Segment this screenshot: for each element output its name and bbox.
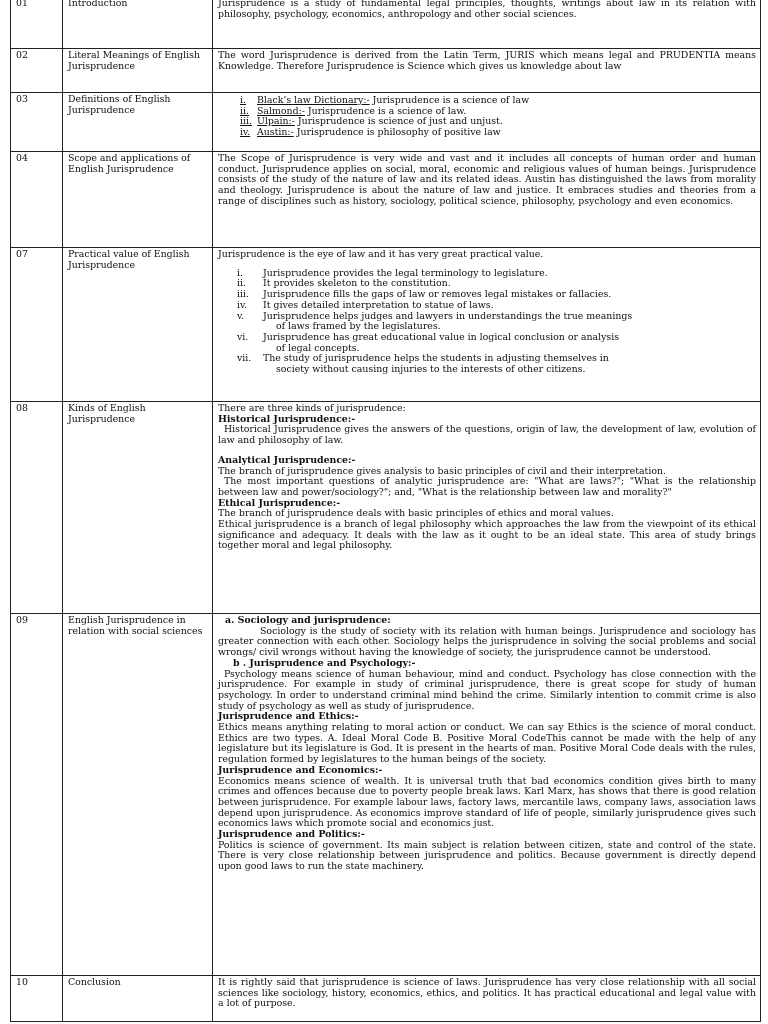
- definition-source: Austin:-: [256, 127, 294, 139]
- list-item-text: It gives detailed interpretation to statue of laws.: [263, 299, 494, 311]
- section-heading: Jurisprudence and Ethics:-: [218, 711, 359, 723]
- table-row: [11, 0, 761, 49]
- list-item-text: It provides skeleton to the constitution.: [263, 278, 451, 290]
- list-numeral: iii.: [237, 289, 249, 301]
- section-heading: b . Jurisprudence and Psychology:-: [233, 657, 416, 669]
- row-content: It is rightly said that jurisprudence is science of laws. Jurisprudence has very close relationship with all social sciences like sociology, history, economics, ethics, and politics. It has practical educational and legal value with a lot of purpose.: [213, 976, 761, 1022]
- row-number: 01: [11, 0, 63, 49]
- list-item: [218, 354, 756, 375]
- table-row: [11, 402, 761, 614]
- table-row: [11, 614, 761, 976]
- row-number: 09: [11, 614, 63, 976]
- list-numeral: iii.: [240, 116, 252, 128]
- row-topic: Introduction: [63, 0, 213, 49]
- row-topic: Practical value of English Jurisprudence: [63, 248, 213, 402]
- list-numeral: i.: [237, 267, 243, 279]
- definition-text: Jurisprudence is science of just and unjust.: [294, 116, 503, 128]
- list-numeral: ii.: [240, 105, 249, 117]
- row-topic: Scope and applications of English Jurisprudence: [63, 152, 213, 248]
- list-item-continuation: society without causing injuries to the interests of other citizens.: [276, 364, 586, 376]
- row-content: Jurisprudence is a study of fundamental legal principles, thoughts, writings about law in its relation with philosophy, psychology, economics, anthropology and other social sciences.: [213, 0, 761, 49]
- definitions-list: [240, 96, 756, 139]
- definition-source: Ulpain:-: [256, 116, 295, 128]
- table-row: [11, 152, 761, 248]
- section-heading: Historical Jurisprudence:-: [218, 413, 356, 425]
- definition-source: Salmond:-: [256, 105, 305, 117]
- row-topic: Literal Meanings of English Jurisprudence: [63, 49, 213, 93]
- list-item-continuation: of legal concepts.: [276, 342, 360, 354]
- row-content: [213, 614, 761, 976]
- list-numeral: v.: [237, 310, 245, 322]
- list-item-continuation: of laws framed by the legislatures.: [276, 321, 441, 333]
- section-text: Psychology means science of human behaviour, mind and conduct. Psychology has close connection with the jurisprudence. For example in study of criminal jurisprudence, there is great scope for study of human psychology. In order to understand criminal mind behind the crime. Similarly intention to commit crime is also study of psychology as well as study of jurisprudence.: [218, 668, 756, 712]
- row-content: The Scope of Jurisprudence is very wide and vast and it includes all concepts of human order and human conduct. Jurisprudence applies on social, moral, economic and religious values of human beings. Jurisprudence consists of the study of the nature of law and its related ideas. Austin has distinguished the laws from morality and theology. Jurisprudence is about the nature of law and justice. It embraces studies and theories from a range of disciplines such as history, sociology, political science, philosophy, psychology and even economics.: [213, 152, 761, 248]
- section-heading: Analytical Jurisprudence:-: [218, 454, 356, 466]
- table-row: [11, 976, 761, 1022]
- row-topic: English Jurisprudence in relation with social sciences: [63, 614, 213, 976]
- list-item: [218, 312, 756, 333]
- section-text: Politics is science of government. Its main subject is relation between citizen, state and control of the state. There is very close relationship between jurisprudence and politics. Because government is directly depend upon good laws to run the state machinery.: [218, 839, 756, 873]
- row-content: [213, 93, 761, 152]
- table-row: [11, 49, 761, 93]
- practical-value-intro: Jurisprudence is the eye of law and it has very great practical value.: [218, 249, 544, 260]
- section-text: The branch of jurisprudence gives analysis to basic principles of civil and their interpretation.: [218, 465, 666, 477]
- row-number: 08: [11, 402, 63, 614]
- section-text: The branch of jurisprudence deals with basic principles of ethics and moral values.: [218, 508, 614, 520]
- list-item-text: The study of jurisprudence helps the students in adjusting themselves in: [263, 353, 609, 365]
- list-item-text: Jurisprudence has great educational value in logical conclusion or analysis: [263, 331, 620, 343]
- row-number: 04: [11, 152, 63, 248]
- section-heading: Jurisprudence and Economics:-: [218, 764, 383, 776]
- row-number: 07: [11, 248, 63, 402]
- list-item: [240, 128, 756, 139]
- list-numeral: vii.: [237, 353, 252, 365]
- section-text: Ethics means anything relating to moral action or conduct. We can say Ethics is the science of moral conduct. Ethics are two types. A. Ideal Moral Code B. Positive Moral CodeThis cannot be made with the help of any legislature but its legislature is God. It is present in the hearts of man. Positive Moral Code deals with the rules, regulation formed by legislatures to the human beings of the society.: [218, 722, 756, 766]
- section-text: Ethical jurisprudence is a branch of legal philosophy which approaches the law from the viewpoint of its ethical significance and adequacy. It deals with the law as it ought to be an ideal state. This area of study brings together moral and legal philosophy.: [218, 519, 756, 552]
- row-number: 03: [11, 93, 63, 152]
- kinds-intro: There are three kinds of jurisprudence:: [218, 403, 406, 414]
- section-heading: a. Sociology and jurisprudence:: [225, 615, 391, 626]
- section-heading: Ethical Jurisprudence:-: [218, 497, 341, 509]
- section-heading: Jurisprudence and Politics:-: [218, 829, 365, 841]
- section-text: The most important questions of analytic jurisprudence are: "What are laws?"; "What is the relationship between law and power/sociology?"; and, "What is the relationship between law and morality?": [218, 476, 756, 498]
- row-topic: Conclusion: [63, 976, 213, 1022]
- row-content: [213, 402, 761, 614]
- list-numeral: vi.: [237, 331, 249, 343]
- list-numeral: iv.: [237, 299, 248, 311]
- list-numeral: iv.: [240, 127, 251, 139]
- definition-source: Black’s law Dictionary:-: [256, 95, 370, 106]
- practical-value-list: [218, 269, 756, 376]
- list-item-text: Jurisprudence provides the legal terminology to legislature.: [263, 267, 548, 279]
- list-numeral: i.: [240, 95, 246, 106]
- table-row: [11, 93, 761, 152]
- section-text: Sociology is the study of society with its relation with human beings. Jurisprudence and sociology has greater connection with each other. Sociology helps the jurisprudence in solving the social problems and social wrongs/ civil wrongs without having the knowledge of society, the jurisprudence cannot be understood.: [218, 625, 756, 659]
- section-text: Economics means science of wealth. It is universal truth that bad economics condition gives birth to many crimes and offences because due to poverty people break laws. Karl Marx, has shows that there is good relation between jurisprudence. For example labour laws, factory laws, mercantile laws, company laws, association laws depend upon jurisprudence. As economics improve standard of life of people, similarly jurisprudence gives such economics laws which promote social and economics just.: [218, 775, 756, 830]
- jurisprudence-table: [10, 0, 761, 1022]
- list-item: [218, 333, 756, 354]
- list-numeral: ii.: [237, 278, 246, 290]
- definition-text: Jurisprudence is a science of law: [369, 95, 530, 106]
- row-number: 02: [11, 49, 63, 93]
- row-topic: Definitions of English Jurisprudence: [63, 93, 213, 152]
- row-topic: Kinds of English Jurisprudence: [63, 402, 213, 614]
- list-item-text: Jurisprudence helps judges and lawyers in understandings the true meanings: [263, 310, 633, 322]
- section-text: Historical Jurisprudence gives the answers of the questions, origin of law, the development of law, evolution of law and philosophy of law.: [218, 424, 756, 447]
- row-number: 10: [11, 976, 63, 1022]
- row-content: The word Jurisprudence is derived from the Latin Term, JURIS which means legal and PRUDENTIA means Knowledge. Therefore Jurisprudence is Science which gives us knowledge about law: [213, 49, 761, 93]
- definition-text: Jurisprudence is a science of law.: [304, 105, 467, 117]
- table-row: [11, 248, 761, 402]
- list-item-text: Jurisprudence fills the gaps of law or removes legal mistakes or fallacies.: [263, 289, 612, 301]
- definition-text: Jurisprudence is philosophy of positive law: [293, 127, 501, 139]
- row-content: [213, 248, 761, 402]
